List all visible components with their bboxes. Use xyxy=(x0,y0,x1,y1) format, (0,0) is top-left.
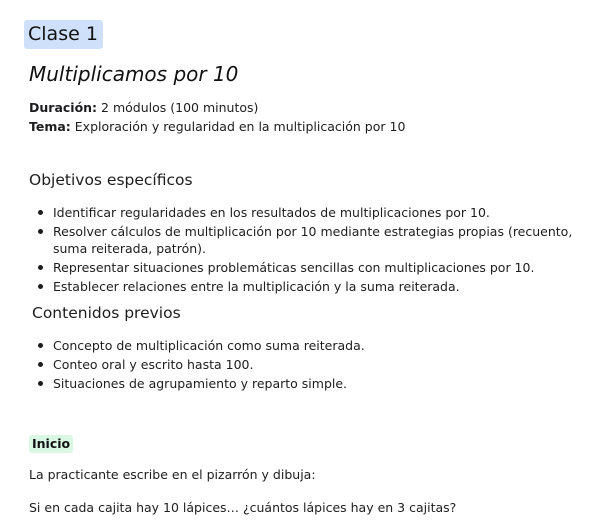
list-item: Establecer relaciones entre la multiplicación y la suma reiterada. xyxy=(36,278,596,295)
objectives-heading: Objetivos específicos xyxy=(29,171,193,189)
prior-contents-heading: Contenidos previos xyxy=(32,304,181,322)
duration-value: 2 módulos (100 minutos) xyxy=(97,100,259,115)
duration-line xyxy=(29,99,258,117)
class-label: Clase 1 xyxy=(24,20,103,49)
list-item: Identificar regularidades en los resultados de multiplicaciones por 10. xyxy=(36,204,596,221)
list-item: Concepto de multiplicación como suma reiterada. xyxy=(36,337,576,354)
lesson-title: Multiplicamos por 10 xyxy=(29,62,239,86)
prior-contents-list xyxy=(36,337,576,394)
duration-label: Duración: xyxy=(29,100,98,115)
inicio-question: Si en cada cajita hay 10 lápices… ¿cuántos lápices hay en 3 cajitas? xyxy=(29,500,457,515)
list-item: Representar situaciones problemáticas sencillas con multiplicaciones por 10. xyxy=(36,259,596,276)
topic-value: Exploración y regularidad en la multiplicación por 10 xyxy=(70,119,406,134)
inicio-label: Inicio xyxy=(29,435,73,453)
list-item: Situaciones de agrupamiento y reparto simple. xyxy=(36,375,576,392)
objectives-list xyxy=(36,204,596,297)
topic-label: Tema: xyxy=(29,119,71,134)
list-item: Resolver cálculos de multiplicación por 10 mediante estrategias propias (recuento, suma reiterada, patrón). xyxy=(36,223,596,257)
list-item: Conteo oral y escrito hasta 100. xyxy=(36,356,576,373)
topic-line xyxy=(29,118,405,136)
inicio-paragraph: La practicante escribe en el pizarrón y dibuja: xyxy=(29,467,316,482)
